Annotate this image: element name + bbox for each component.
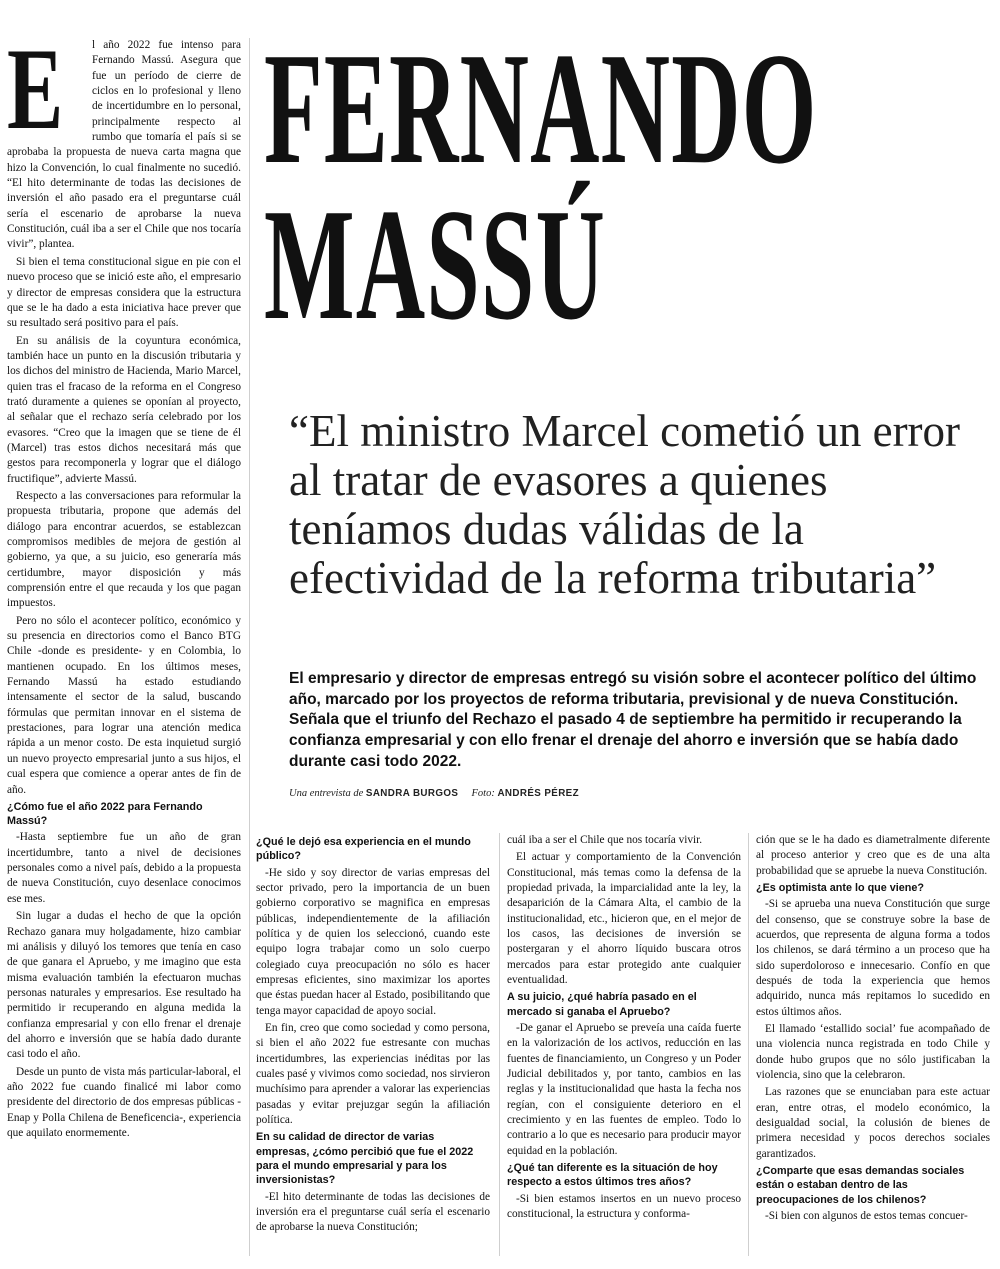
body-paragraph: -Si bien con algunos de estos temas concuer-: [765, 1210, 968, 1223]
photo-label: Foto:: [471, 788, 495, 799]
column-body: [756, 833, 990, 1224]
article-column-4: [756, 833, 990, 1226]
interview-question: A su juicio, ¿qué habría pasado en el mercado si ganaba el Apruebo?: [507, 991, 697, 1018]
column-divider: [748, 833, 749, 1256]
title-line-1: FERNANDO: [264, 19, 818, 197]
article-column-1: [7, 25, 241, 1143]
body-paragraph: En fin, creo que como sociedad y como persona, si bien el año 2022 fue estresante con muchas incertidumbres, las experiencias inéditas por las cuales pasé y vivimos como sociedad, nos sirvieron muchísimo para aprender a valorar las experiencias pasadas y evitar prejuzgar según la afiliación política.: [256, 1022, 490, 1127]
drop-cap: E: [7, 25, 64, 154]
body-paragraph: Respecto a las conversaciones para reformular la propuesta tributaria, propone que además del diálogo para encontrar acuerdos, se establezcan compromisos medibles de mejora de gestión al gobierno, ya que, a su juicio, eso generaría más certidumbre, mayor disposición y más comprensión entre el que recauda y los que pagan impuestos.: [7, 489, 241, 610]
pull-quote: “El ministro Marcel cometió un error al tratar de evasores a quienes teníamos dudas válidas de la efectividad de la reforma tributaria”: [289, 406, 961, 603]
body-paragraph: -El hito determinante de todas las decisiones de inversión era el preguntarse cuál sería el escenario de aprobarse la nueva Constitución;: [256, 1190, 490, 1234]
article-column-2: [256, 833, 490, 1238]
body-paragraph: Sin lugar a dudas el hecho de que la opción Rechazo ganara muy holgadamente, hizo cambiar mi análisis y diluyó los temores que tenía en caso de que ganara el Apruebo, y me imagino que esta misma evaluación también la efectuaron muchas personas naturales y empresarios. Ese resultado ha permitido ir recuperando en alguna medida la confianza empresarial y con ello frenar el drenaje del ahorro e inversión que se había dado durante casi todo el año.: [7, 910, 241, 1061]
title-line-2: MASSÚ: [264, 175, 607, 353]
body-paragraph: -Si se aprueba una nueva Constitución que surge del consenso, que se construye sobre la base de acuerdos, que representa de alguna forma a todos los chilenos, se dará término a un proceso que ha sido superdoloroso e innecesario. Confío en que después de toda la experiencia que hemos adquirido, nunca más repitamos lo sucedido en estos últimos años.: [756, 898, 990, 1018]
body-paragraph: l año 2022 fue intenso para Fernando Massú. Asegura que fue un período de cierre de ciclos en lo profesional y lleno de incertidumbre en lo personal, principalmente respecto al rumbo que tomaría el país si se aprobaba la propuesta de nueva carta magna que hizo la Convención, lo cual finalmente no sucedió. “El hito determinante de todas las decisiones de inversión el año pasado era el preguntarse cuál sería el escenario de aprobarse la nueva Constitución, cuál iba a ser el Chile que nos tocaría vivir”, plantea.: [7, 39, 241, 251]
interview-question: ¿Cómo fue el año 2022 para Fernando Massú?: [7, 800, 203, 828]
body-paragraph: -Hasta septiembre fue un año de gran incertidumbre, tanto a nivel de decisiones personales como a nivel país, debido a la propuesta de nueva Constitución, cuyo desenlace conocimos ese mes.: [7, 831, 241, 905]
body-paragraph: El llamado ‘estallido social’ fue acompañado de una violencia nunca registrada en todo Chile y donde hubo grupos que no sólo justificaban la violencia, sino que la celebraron.: [756, 1023, 990, 1082]
article-lead: El empresario y director de empresas entregó su visión sobre el acontecer político del último año, marcado por los proyectos de reforma tributaria, previsional y de nueva Constitución. Señala que el triunfo del Rechazo el pasado 4 de septiembre ha permitido ir recuperando la confianza empresarial y con ello frenar el drenaje del ahorro e inversión que se había dado durante casi todo 2022.: [289, 670, 977, 770]
body-paragraph: -Si bien estamos insertos en un nuevo proceso constitucional, la estructura y conforma-: [507, 1192, 741, 1221]
body-paragraph: El actuar y comportamiento de la Convención Constitucional, más temas como la defensa de la propiedad privada, la imparcialidad ante la ley, la desaparición de la Cámara Alta, el cambio de la institucionalidad, etc., hicieron que, en el mejor de los casos, las decisiones de inversión se postergaran y el ahorro líquido buscara otros mercados para estar protegido ante cualquier eventualidad.: [507, 851, 741, 987]
column-divider: [499, 833, 500, 1256]
body-paragraph: Desde un punto de vista más particular-laboral, el año 2022 fue cuando finalicé mi labor como presidente del directorio de dos empresas públicas -Enap y Polla Chilena de Beneficencia-, experiencia que aquilato enormemente.: [7, 1065, 241, 1139]
column-divider: [249, 38, 250, 1256]
interview-question: ¿Qué tan diferente es la situación de hoy respecto a estos últimos tres años?: [507, 1162, 718, 1189]
interview-question: ¿Comparte que esas demandas sociales están o estaban dentro de las preocupaciones de los chilenos?: [756, 1165, 965, 1206]
body-paragraph: Pero no sólo el acontecer político, económico y su presencia en directorios como el Banco BTG Chile -donde es presidente- y en Colombia, lo mantienen ocupado. En los últimos meses, Fernando Massú ha estado estudiando intensamente el sector de la salud, buscando fórmulas que permitan innovar en el sistema de prestaciones, para lograr una atención medica rápida a un menor costo. De esta inquietud surgió un nuevo proyecto empresarial junto a sus hijos, el cual espera que comience a operar antes de fin de año.: [7, 614, 241, 796]
body-paragraph: Las razones que se enunciaban para este actuar eran, entre otras, el modelo económico, la desigualdad social, la colusión de bienes de primera necesidad y pocos derechos sociales garantizados.: [756, 1086, 990, 1160]
body-paragraph: -He sido y soy director de varias empresas del sector privado, pero la importancia de un buen gobierno corporativo se magnifica en empresas públicas, independientemente de la afiliación política y de quien los seleccionó, cuando este equipo logra trabajar como un solo cuerpo colegiado cuya preocupación no sólo es hacer empresas eficientes, sino maximizar los aportes que éstas puedan hacer al Estado, posibilitando que tenga mayor capacidad de apoyo social.: [256, 866, 490, 1017]
photographer-name: ANDRÉS PÉREZ: [497, 788, 579, 799]
body-paragraph: En su análisis de la coyuntura económica, también hace un punto en la discusión tributaria y los dichos del ministro de Hacienda, Mario Marcel, quien tras el fracaso de la reforma en el Congreso trató duramente a quienes se oponían al proyecto, al señalar que el rechazo sería celebrado por los evasores. “Creo que la imagen que se tiene de él (Marcel) tras estos dichos necesitará más que gestos para recomponerla y lograr que el diálogo fructifique”, advierte Massú.: [7, 334, 241, 485]
article-column-3: [507, 833, 741, 1224]
interview-question: En su calidad de director de varias empresas, ¿cómo percibió que fue el 2022 para el mundo empresarial y para los inversionistas?: [256, 1131, 474, 1187]
body-paragraph: cuál iba a ser el Chile que nos tocaría vivir.: [507, 834, 703, 846]
byline: [289, 788, 579, 799]
column-body: [256, 835, 490, 1236]
interview-question: ¿Es optimista ante lo que viene?: [756, 882, 924, 895]
article-title: [264, 19, 818, 353]
interview-label: Una entrevista de: [289, 788, 364, 799]
interview-question: ¿Qué le dejó esa experiencia en el mundo público?: [256, 836, 471, 863]
body-paragraph: ción que se le ha dado es diametralmente diferente al proceso anterior y creo que es de una alta probabilidad que se apruebe la nueva Constitución.: [756, 834, 990, 877]
body-paragraph: Si bien el tema constitucional sigue en pie con el nuevo proceso que se inició este año, el empresario y director de empresas considera que la estructura que se le ha dado a esta iniciativa hace prever que su resultado será positivo para el país.: [7, 255, 241, 330]
author-name: SANDRA BURGOS: [365, 788, 459, 799]
column-body: [507, 833, 741, 1222]
body-paragraph: -De ganar el Apruebo se preveía una caída fuerte en la valorización de los activos, reducción en las fuentes de financiamiento, un Congreso y un Poder Judicial debilitados y, por tanto, cambios en las reglas y la institucionalidad que hasta la fecha nos regían, con el consiguiente deterioro en el crecimiento y en las fuentes de empleo. Todo lo contrario a lo que es necesario para producir mayor equidad en la población.: [507, 1022, 741, 1157]
column-body: [7, 25, 241, 1141]
